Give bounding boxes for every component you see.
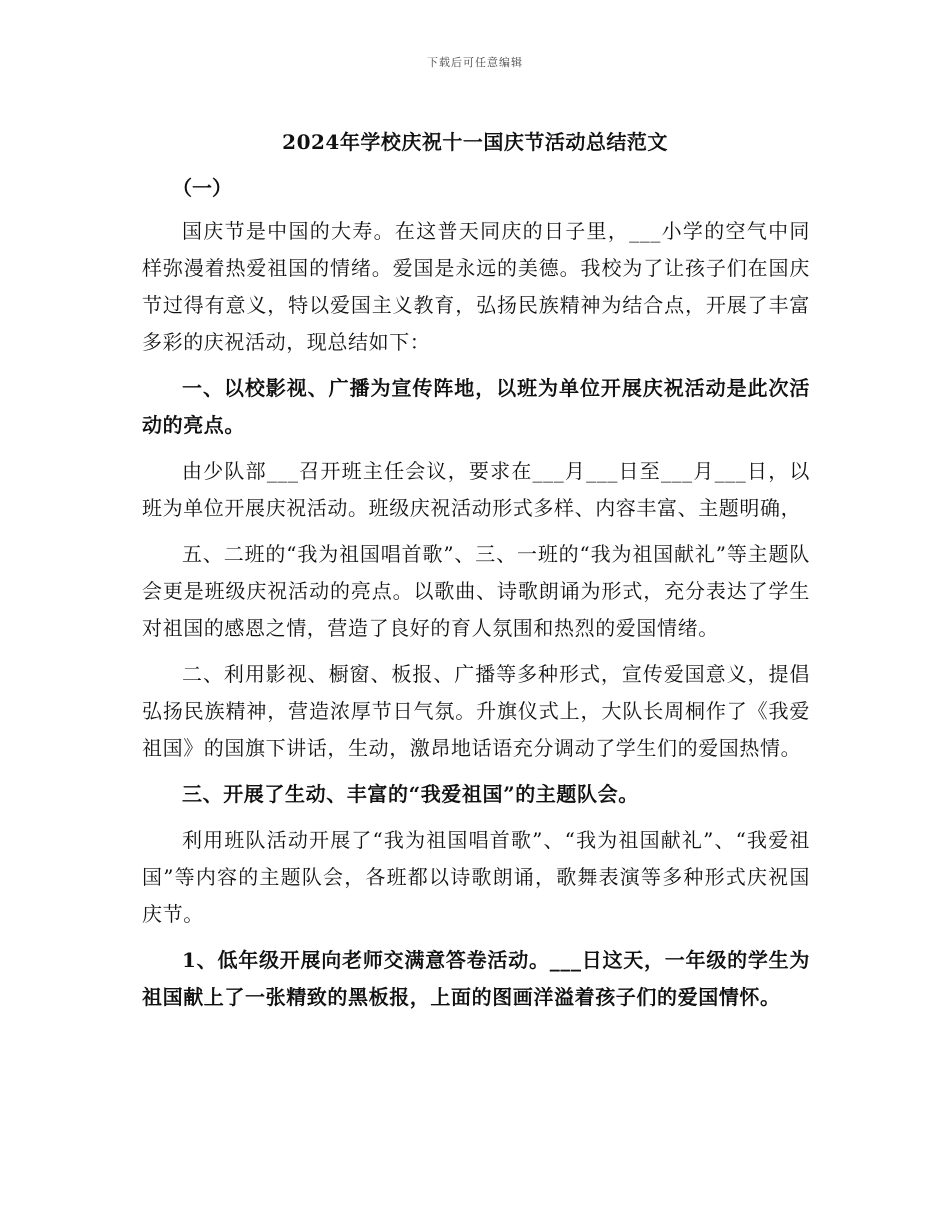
paragraph-class-highlights: 五、二班的“我为祖国唱首歌”、三、一班的“我为祖国献礼”等主题队会更是班级庆祝活动的亮点。以歌曲、诗歌朗诵为形式，充分表达了学生对祖国的感恩之情，营造了良好的育人氛围和热烈的爱国情绪。	[142, 542, 810, 640]
heading-one: 一、以校影视、广播为宣传阵地，以班为单位开展庆祝活动是此次活动的亮点。	[142, 376, 810, 437]
page-header-note: 下载后可任意编辑	[427, 56, 523, 69]
document-title: 2024年学校庆祝十一国庆节活动总结范文	[282, 130, 668, 154]
paragraph-theme-meetings: 利用班队活动开展了“我为祖国唱首歌”、“我为祖国献礼”、“我爱祖国”等内容的主题队会，各班都以诗歌朗诵，歌舞表演等多种形式庆祝国庆节。	[142, 828, 810, 926]
paragraph-low-grade: 1、低年级开展向老师交满意答卷活动。___日这天，一年级的学生为祖国献上了一张精致的黑板报，上面的图画洋溢着孩子们的爱国情怀。	[142, 948, 810, 1009]
paragraph-propaganda: 二、利用影视、橱窗、板报、广播等多种形式，宣传爱国意义，提倡弘扬民族精神，营造浓厚节日气氛。升旗仪式上，大队长周桐作了《我爱祖国》的国旗下讲话，生动，激昂地话语充分调动了学生们的爱国热情。	[142, 662, 810, 760]
paragraph-meeting: 由少队部___召开班主任会议，要求在___月___日至___月___日，以班为单位开展庆祝活动。班级庆祝活动形式多样、内容丰富、主题明确，	[142, 459, 810, 520]
document-body	[142, 171, 810, 1025]
paragraph-intro: 国庆节是中国的大寿。在这普天同庆的日子里，___小学的空气中同样弥漫着热爱祖国的情绪。爱国是永远的美德。我校为了让孩子们在国庆节过得有意义，特以爱国主义教育，弘扬民族精神为结合点，开展了丰富多彩的庆祝活动，现总结如下：	[142, 219, 810, 354]
heading-three: 三、开展了生动、丰富的“我爱祖国”的主题队会。	[182, 782, 639, 806]
section-marker: （一）	[172, 176, 232, 200]
